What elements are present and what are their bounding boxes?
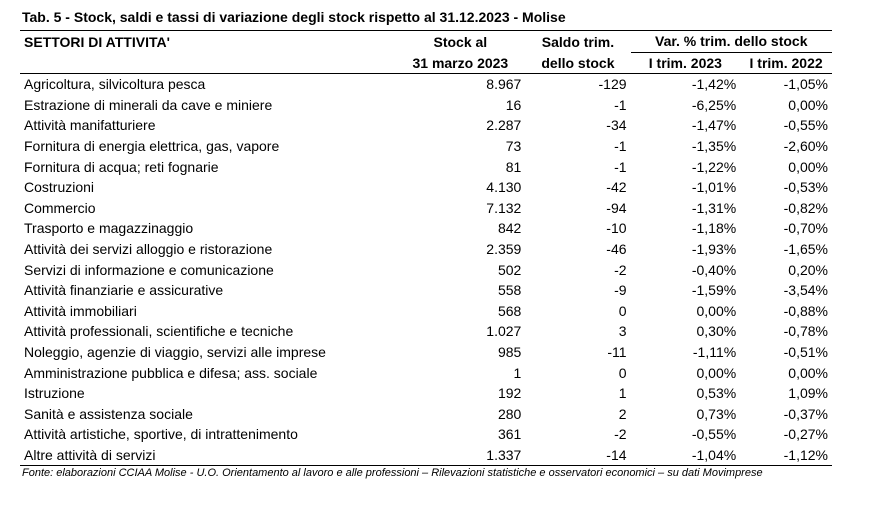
cell-settore: Attività artistiche, sportive, di intrattenimento bbox=[24, 426, 298, 443]
cell-saldo: 0 bbox=[618, 364, 627, 381]
cell-var-2023: 0,30% bbox=[696, 323, 737, 340]
cell-saldo: 3 bbox=[618, 323, 627, 340]
table-title: Tab. 5 - Stock, saldi e tassi di variazione degli stock rispetto al 31.12.2023 - Molise bbox=[22, 9, 566, 25]
cell-settore: Costruzioni bbox=[24, 179, 95, 196]
cell-var-2022: -1,12% bbox=[740, 445, 832, 466]
footnote: Fonte: elaborazioni CCIAA Molise - U.O. Orientamento al lavoro e alle professioni – Rilevazioni statistiche e osservatori economici – su dati Movimprese bbox=[22, 467, 763, 479]
cell-var-2022: -2,60% bbox=[783, 138, 828, 155]
table-row bbox=[20, 218, 832, 239]
cell-stock: 502 bbox=[497, 261, 522, 278]
cell-stock: 192 bbox=[497, 385, 522, 402]
cell-var-2023: -0,40% bbox=[691, 261, 737, 278]
cell-settore: Noleggio, agenzie di viaggio, servizi alle imprese bbox=[24, 344, 326, 361]
cell-settore: Sanità e assistenza sociale bbox=[24, 405, 193, 422]
table-row bbox=[20, 115, 832, 136]
cell-settore: Agricoltura, silvicoltura pesca bbox=[24, 76, 206, 93]
cell-settore: Attività professionali, scientifiche e tecniche bbox=[24, 323, 294, 340]
cell-var-2022: -0,70% bbox=[783, 220, 828, 237]
cell-settore: Commercio bbox=[24, 199, 96, 216]
cell-var-2022: -0,88% bbox=[783, 302, 828, 319]
cell-saldo: -10 bbox=[606, 220, 627, 237]
header-saldo-line1: Saldo trim. bbox=[525, 31, 630, 53]
cell-stock: 16 bbox=[505, 96, 522, 113]
cell-saldo: -11 bbox=[607, 344, 627, 361]
cell-stock: 568 bbox=[497, 302, 522, 319]
cell-var-2022: -0,82% bbox=[783, 199, 828, 216]
cell-saldo: -34 bbox=[606, 117, 627, 134]
table-row bbox=[20, 362, 832, 383]
cell-var-2022: 0,00% bbox=[788, 158, 828, 175]
cell-stock: 7.132 bbox=[486, 199, 522, 216]
table-row bbox=[20, 280, 832, 301]
cell-var-2023: -1,42% bbox=[691, 76, 737, 93]
header-stock-line2: 31 marzo 2023 bbox=[395, 52, 525, 74]
cell-saldo: -94 bbox=[606, 199, 627, 216]
cell-settore: Attività manifatturiere bbox=[24, 117, 156, 134]
table-row bbox=[20, 198, 832, 219]
cell-var-2023: -1,11% bbox=[692, 344, 737, 361]
table-row bbox=[20, 95, 832, 116]
header-settori: SETTORI DI ATTIVITA' bbox=[20, 31, 395, 53]
cell-var-2023: -1,93% bbox=[691, 241, 737, 258]
cell-saldo: -1 bbox=[614, 158, 627, 175]
table-row bbox=[20, 383, 832, 404]
cell-var-2022: -3,54% bbox=[783, 282, 828, 299]
cell-settore: Fornitura di acqua; reti fognarie bbox=[24, 158, 219, 175]
cell-var-2023: -1,31% bbox=[691, 199, 737, 216]
cell-var-2023: -1,59% bbox=[691, 282, 737, 299]
cell-settore: Istruzione bbox=[24, 385, 85, 402]
cell-stock: 4.130 bbox=[486, 179, 522, 196]
cell-stock: 361 bbox=[497, 426, 522, 443]
cell-var-2023: 0,00% bbox=[696, 364, 737, 381]
cell-stock: 985 bbox=[497, 344, 522, 361]
cell-var-2022: 0,00% bbox=[788, 364, 828, 381]
cell-settore: Amministrazione pubblica e difesa; ass. sociale bbox=[24, 364, 318, 381]
table-row bbox=[20, 239, 832, 260]
table-row bbox=[20, 424, 832, 445]
cell-var-2022: -1,65% bbox=[783, 241, 828, 258]
cell-var-2023: -1,01% bbox=[691, 179, 737, 196]
cell-stock: 81 bbox=[505, 158, 522, 175]
table-row bbox=[20, 259, 832, 280]
data-table bbox=[20, 30, 832, 466]
header-var-2023: I trim. 2023 bbox=[631, 52, 741, 74]
cell-var-2022: -0,27% bbox=[783, 426, 828, 443]
cell-var-2023: 0,00% bbox=[696, 302, 737, 319]
cell-var-2023: -0,55% bbox=[691, 426, 737, 443]
cell-settore: Estrazione di minerali da cave e miniere bbox=[24, 96, 273, 113]
cell-var-2022: 0,00% bbox=[788, 96, 828, 113]
cell-saldo: -2 bbox=[614, 426, 627, 443]
table-row bbox=[20, 156, 832, 177]
cell-saldo: 1 bbox=[618, 385, 627, 402]
table-row bbox=[20, 301, 832, 322]
cell-var-2022: -0,53% bbox=[783, 179, 828, 196]
cell-stock: 2.359 bbox=[486, 241, 522, 258]
cell-var-2023: 0,73% bbox=[696, 405, 737, 422]
header-row-1 bbox=[20, 31, 832, 53]
cell-var-2023: -1,35% bbox=[691, 138, 737, 155]
table-row bbox=[20, 342, 832, 363]
header-var-2022: I trim. 2022 bbox=[740, 52, 832, 74]
cell-var-2023: -1,47% bbox=[691, 117, 737, 134]
cell-var-2023: -1,18% bbox=[691, 220, 737, 237]
cell-saldo: -2 bbox=[614, 261, 627, 278]
cell-stock: 2.287 bbox=[486, 117, 522, 134]
header-row-2 bbox=[20, 52, 832, 74]
table-row bbox=[20, 74, 832, 95]
cell-var-2022: -0,51% bbox=[783, 344, 828, 361]
cell-var-2022: -1,05% bbox=[783, 76, 828, 93]
cell-stock: 8.967 bbox=[486, 76, 522, 93]
cell-saldo: -46 bbox=[606, 241, 627, 258]
table-row bbox=[20, 404, 832, 425]
cell-saldo: -1 bbox=[614, 138, 627, 155]
cell-var-2022: -0,55% bbox=[783, 117, 828, 134]
cell-saldo: 0 bbox=[618, 302, 627, 319]
cell-var-2023: 0,53% bbox=[696, 385, 737, 402]
cell-saldo: -1 bbox=[614, 96, 627, 113]
cell-stock: 1.337 bbox=[395, 445, 525, 466]
header-empty bbox=[20, 52, 395, 74]
cell-stock: 1.027 bbox=[486, 323, 522, 340]
header-var-group: Var. % trim. dello stock bbox=[631, 31, 832, 53]
cell-stock: 73 bbox=[505, 138, 522, 155]
table-row bbox=[20, 136, 832, 157]
cell-stock: 558 bbox=[497, 282, 522, 299]
cell-saldo: -129 bbox=[598, 76, 627, 93]
cell-var-2023: -1,04% bbox=[631, 445, 741, 466]
cell-var-2022: -0,78% bbox=[783, 323, 828, 340]
cell-saldo: -9 bbox=[614, 282, 627, 299]
cell-var-2022: 1,09% bbox=[788, 385, 828, 402]
cell-var-2023: -1,22% bbox=[691, 158, 737, 175]
cell-saldo: 2 bbox=[618, 405, 627, 422]
cell-stock: 280 bbox=[497, 405, 522, 422]
cell-saldo: -42 bbox=[606, 179, 627, 196]
header-saldo-line2: dello stock bbox=[525, 52, 630, 74]
cell-settore: Trasporto e magazzinaggio bbox=[24, 220, 194, 237]
cell-stock: 842 bbox=[497, 220, 522, 237]
cell-var-2023: -6,25% bbox=[691, 96, 737, 113]
cell-settore: Servizi di informazione e comunicazione bbox=[24, 261, 274, 278]
table-row bbox=[20, 321, 832, 342]
cell-settore: Altre attività di servizi bbox=[20, 445, 395, 466]
header-stock-line1: Stock al bbox=[395, 31, 525, 53]
cell-settore: Attività dei servizi alloggio e ristorazione bbox=[24, 241, 273, 258]
table-row bbox=[20, 445, 832, 466]
cell-settore: Attività immobiliari bbox=[24, 302, 137, 319]
cell-stock: 1 bbox=[513, 364, 522, 381]
cell-var-2022: 0,20% bbox=[788, 261, 828, 278]
cell-settore: Fornitura di energia elettrica, gas, vapore bbox=[24, 138, 280, 155]
table-row bbox=[20, 177, 832, 198]
cell-saldo: -14 bbox=[525, 445, 630, 466]
cell-var-2022: -0,37% bbox=[783, 405, 828, 422]
cell-settore: Attività finanziarie e assicurative bbox=[24, 282, 224, 299]
